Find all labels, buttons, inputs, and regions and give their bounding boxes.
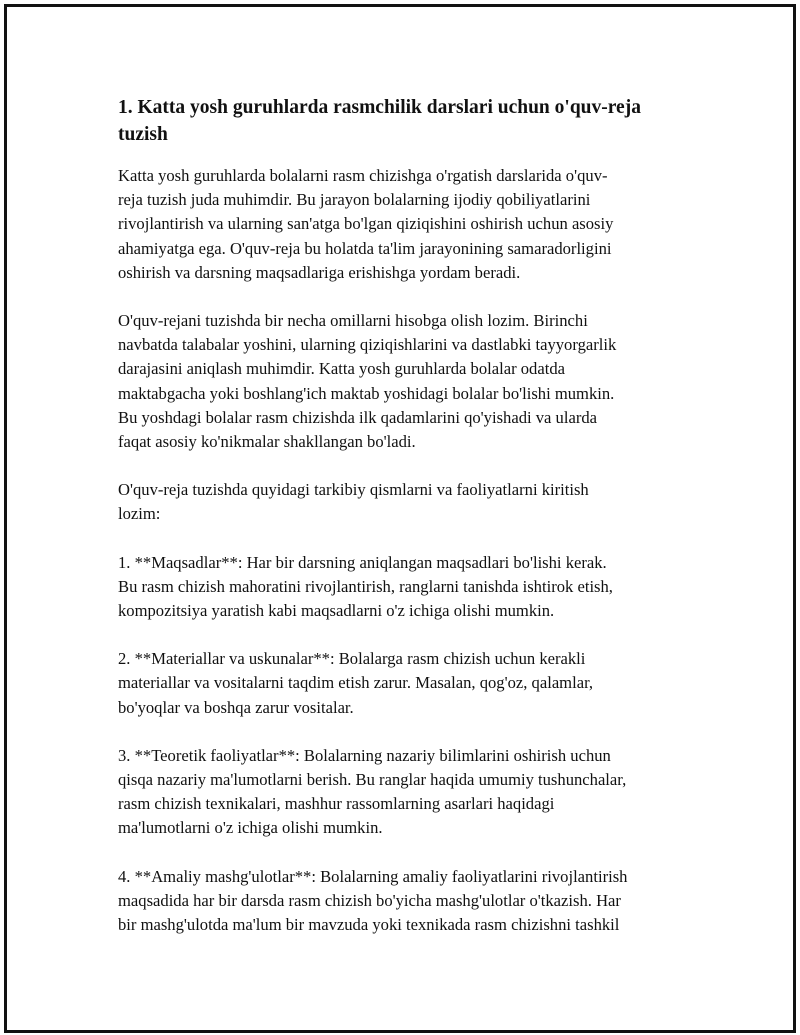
paragraph-intro: Katta yosh guruhlarda bolalarni rasm chizishga o'rgatish darslarida o'quv- reja tuzish juda muhimdir. Bu jarayon bolalarning ijodiy qobiliyatlarini rivojlantirish va ularning san'atga bo'lgan qiziqishini oshirish uchun asosiy ahamiyatga ega. O'quv-reja bu holatda ta'lim jarayonining samaradorligini oshirish va darsning maqsadlariga erishishga yordam beradi.	[118, 166, 614, 282]
paragraph-factors: O'quv-rejani tuzishda bir necha omillarni hisobga olish lozim. Birinchi navbatda talabalar yoshini, ularning qiziqishlarini va dastlabki tayyorgarlik darajasini aniqlash muhimdir. Katta yosh guruhlarda bolalar odatda maktabgacha yoki boshlang'ich maktab yoshidagi bolalar bo'lishi mumkin. Bu yoshdagi bolalar rasm chizishda ilk qadamlarini qo'yishadi va ularda faqat asosiy ko'nikmalar shakllangan bo'ladi.	[118, 311, 617, 452]
document-body	[118, 94, 690, 961]
paragraph-components-intro: O'quv-reja tuzishda quyidagi tarkibiy qismlarni va faoliyatlarni kiritish lozim:	[118, 480, 589, 524]
list-item-theory: 3. **Teoretik faoliyatlar**: Bolalarning nazariy bilimlarini oshirish uchun qisqa nazariy ma'lumotlarni berish. Bu ranglar haqida umumiy tushunchalar, rasm chizish texnikalari, mashhur rassomlarning asarlari haqidagi ma'lumotlarni o'z ichiga olishi mumkin.	[118, 745, 627, 838]
section-heading: 1. Katta yosh guruhlarda rasmchilik darslari uchun o'quv-reja tuzish	[118, 97, 641, 145]
list-item-materials: 2. **Materiallar va uskunalar**: Bolalarga rasm chizish uchun kerakli materiallar va vositalarni taqdim etish zarur. Masalan, qog'oz, qalamlar, bo'yoqlar va boshqa zarur vositalar.	[118, 649, 594, 717]
list-item-practice: 4. **Amaliy mashg'ulotlar**: Bolalarning amaliy faoliyatlarini rivojlantirish maqsadida har bir darsda rasm chizish bo'yicha mashg'ulotlar o'tkazish. Har bir mashg'ulotda ma'lum bir mavzuda yoki texnikada rasm chizishni tashkil	[118, 866, 628, 935]
list-item-goals: 1. **Maqsadlar**: Har bir darsning aniqlangan maqsadlari bo'lishi kerak. Bu rasm chizish mahoratini rivojlantirish, ranglarni tanishda ishtirok etish, kompozitsiya yaratish kabi maqsadlarni o'z ichiga olishi mumkin.	[118, 552, 613, 621]
